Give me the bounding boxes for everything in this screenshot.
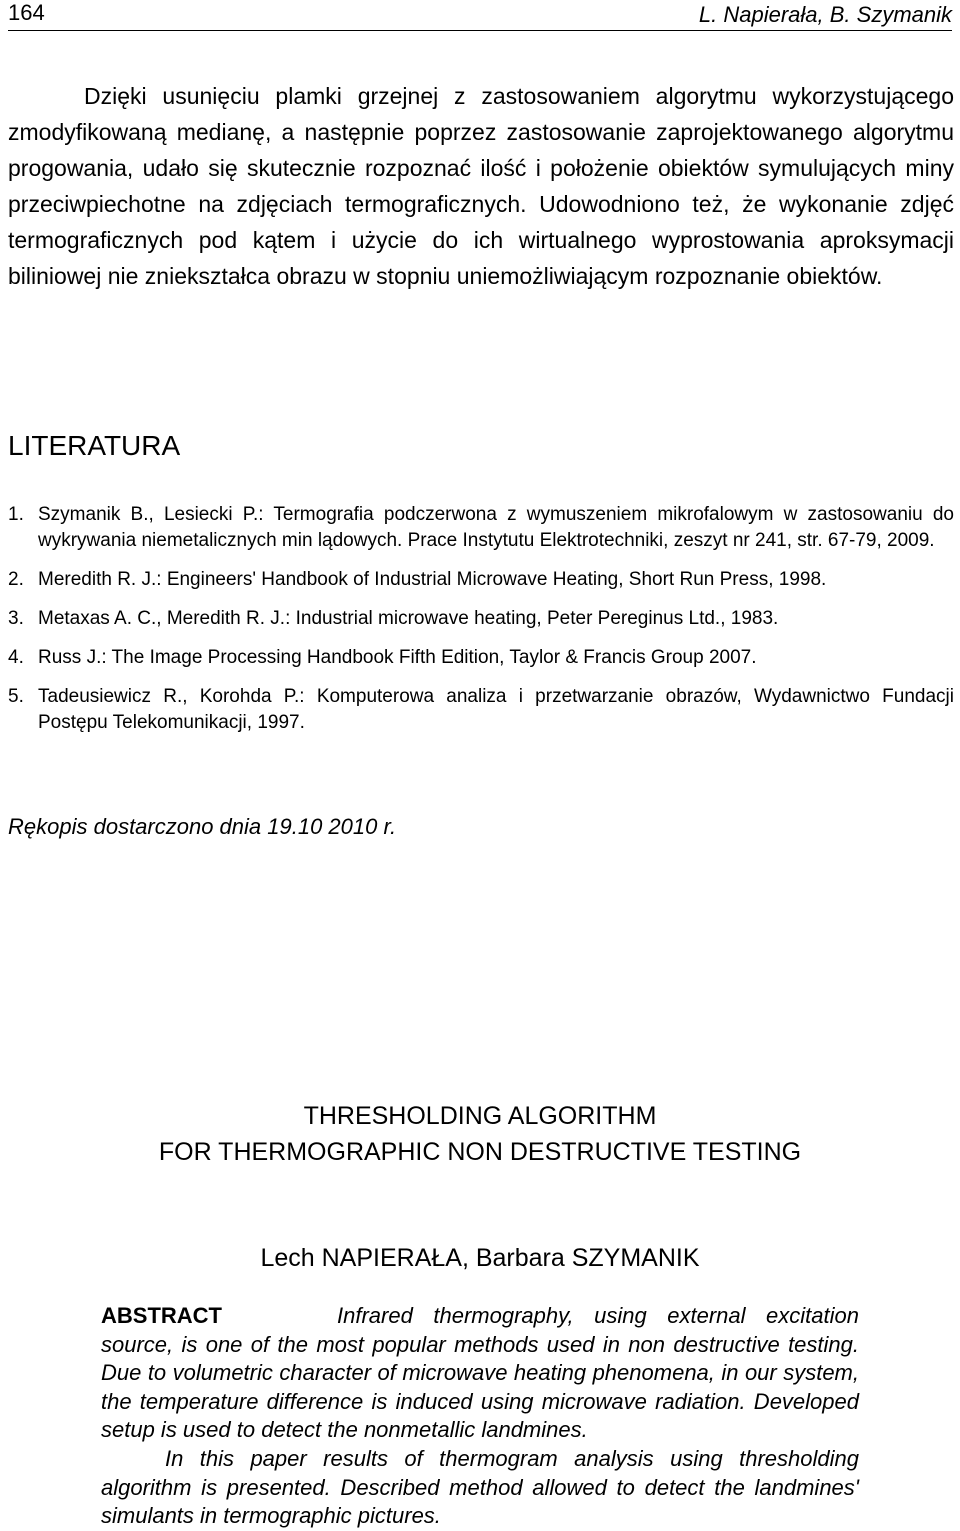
running-head: L. Napierała, B. Szymanik [698, 2, 952, 27]
reference-text: Metaxas A. C., Meredith R. J.: Industrial microwave heating, Peter Pereginus Ltd., 1983. [38, 608, 779, 629]
reference-item [8, 502, 954, 554]
header-rule [8, 30, 952, 31]
english-title-line-1: THRESHOLDING ALGORITHM [303, 1102, 657, 1130]
reference-number: 5. [8, 686, 24, 707]
abstract-paragraph-2: In this paper results of thermogram analysis using thresholding algorithm is presented. Described method allowed to detect the landmines' simulants in termographic pictures. [101, 1445, 859, 1529]
manuscript-received-note: Rękopis dostarczono dnia 19.10 2010 r. [8, 814, 397, 839]
reference-item [8, 684, 954, 736]
reference-list [8, 502, 954, 749]
reference-text: Russ J.: The Image Processing Handbook Fifth Edition, Taylor & Francis Group 2007. [38, 647, 757, 668]
reference-number: 4. [8, 647, 24, 668]
reference-item [8, 567, 954, 593]
abstract-text-1: Infrared thermography, using external excitation source, is one of the most popular methods used in non destructive testing. Due to volumetric character of microwave heating phenomena, in our system, the temperature difference is induced using microwave radiation. Developed setup is used to detect the nonmetallic landmines. [101, 1303, 859, 1443]
reference-number: 1. [8, 504, 24, 525]
literature-heading: LITERATURA [8, 430, 181, 461]
reference-item [8, 606, 954, 632]
summary-section [8, 78, 954, 294]
summary-paragraph: Dzięki usunięciu plamki grzejnej z zastosowaniem algorytmu wykorzystującego zmodyfikowaną medianę, a następnie poprzez zastosowanie zaprojektowanego algorytmu progowania, udało się skutecznie rozpoznać ilość i położenie obiektów symulujących miny przeciwpiechotne na zdjęciach termograficznych. Udowodniono też, że wykonanie zdjęć termograficznych pod kątem i użycie do ich wirtualnego wyprostowania aproksymacji biliniowej nie zniekształca obrazu w stopniu uniemożliwiającym rozpoznanie obiektów. [8, 83, 954, 289]
english-authors: Lech NAPIERAŁA, Barbara SZYMANIK [260, 1244, 700, 1272]
reference-text: Tadeusiewicz R., Korohda P.: Komputerowa analiza i przetwarzanie obrazów, Wydawnictwo Fundacji Postępu Telekomunikacji, 1997. [38, 686, 954, 733]
reference-text: Szymanik B., Lesiecki P.: Termografia podczerwona z wymuszeniem mikrofalowym w zastosowaniu do wykrywania niemetalicznych min lądowych. Prace Instytutu Elektrotechniki, zeszyt nr 241, str. 67-79, 2009. [38, 504, 954, 551]
page-header [8, 0, 952, 32]
english-title [0, 1098, 960, 1170]
english-title-line-2: FOR THERMOGRAPHIC NON DESTRUCTIVE TESTING [158, 1138, 802, 1166]
reference-number: 3. [8, 608, 24, 629]
abstract-paragraph-1 [101, 1302, 859, 1445]
reference-item [8, 645, 954, 671]
reference-number: 2. [8, 569, 24, 590]
page-number: 164 [8, 0, 45, 25]
abstract-label: ABSTRACT [101, 1303, 222, 1328]
reference-text: Meredith R. J.: Engineers' Handbook of Industrial Microwave Heating, Short Run Press, 1998. [38, 569, 827, 590]
abstract-section [101, 1302, 859, 1531]
